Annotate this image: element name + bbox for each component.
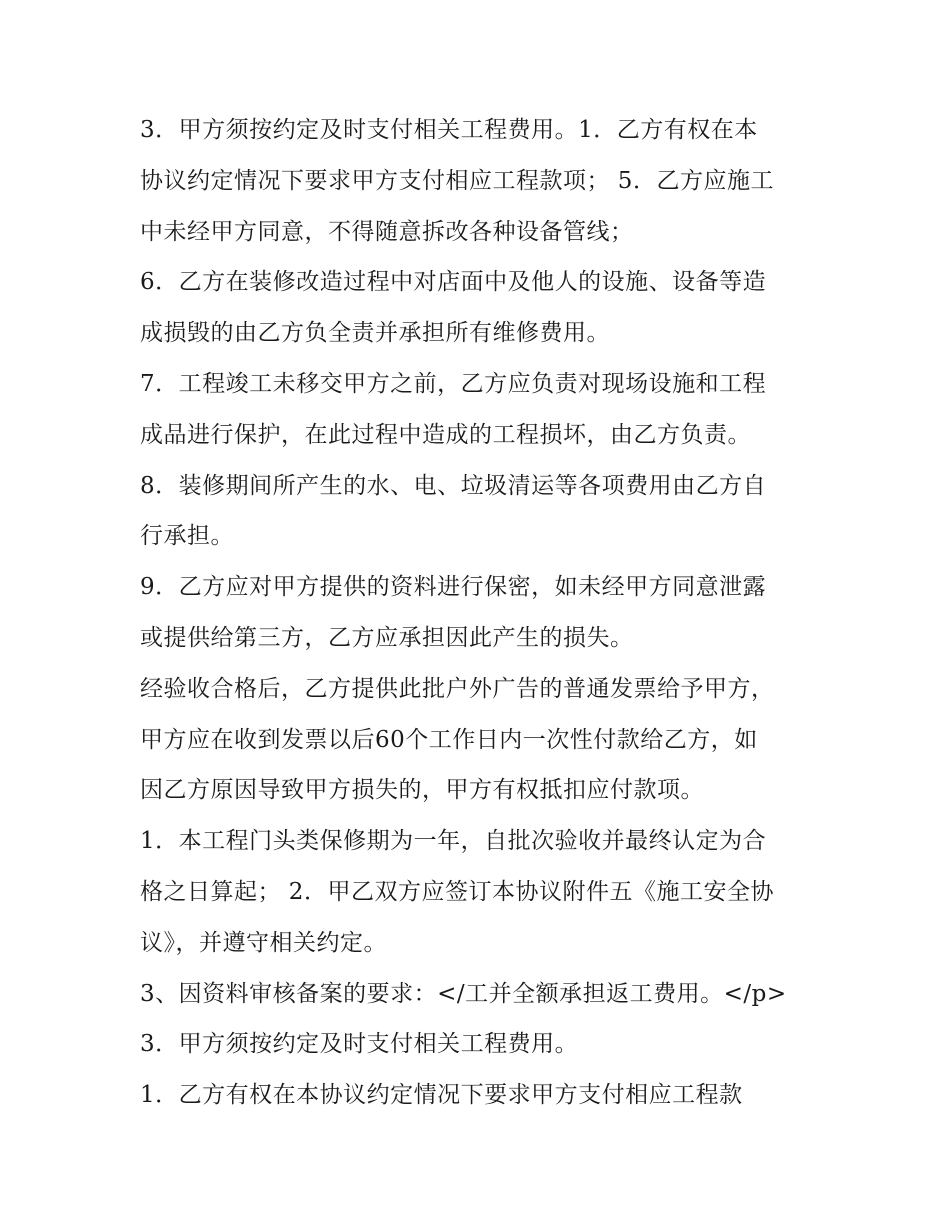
text-line: 行承担。: [140, 523, 234, 550]
text-line: 格之日算起； 2．甲乙双方应签订本协议附件五《施工安全协: [140, 878, 774, 905]
text-line: 3．甲方须按约定及时支付相关工程费用。1．乙方有权在本: [140, 117, 758, 143]
text-line: 8．装修期间所产生的水、电、垃圾清运等各项费用由乙方自: [140, 472, 767, 499]
document-body-text: [140, 105, 820, 1121]
text-line: 中未经甲方同意，不得随意拆改各种设备管线；: [140, 218, 634, 245]
text-line: 成品进行保护，在此过程中造成的工程损坏，由乙方负责。: [140, 421, 751, 448]
text-line: 7．工程竣工未移交甲方之前，乙方应负责对现场设施和工程: [140, 370, 767, 397]
text-line: 成损毁的由乙方负全责并承担所有维修费用。: [140, 320, 610, 347]
text-line: 1．本工程门头类保修期为一年，自批次验收并最终认定为合: [140, 828, 767, 855]
text-line: 1．乙方有权在本协议约定情况下要求甲方支付相应工程款: [140, 1082, 743, 1109]
text-line: 议》，并遵守相关约定。: [140, 929, 387, 956]
text-line: 或提供给第三方，乙方应承担因此产生的损失。: [140, 624, 634, 651]
text-line: 9．乙方应对甲方提供的资料进行保密，如未经甲方同意泄露: [140, 574, 767, 601]
text-line: 经验收合格后，乙方提供此批户外广告的普通发票给予甲方，: [140, 675, 775, 702]
text-line: 3、因资料审核备案的要求：</工并全额承担返工费用。</p>: [140, 980, 787, 1007]
text-line: 3．甲方须按约定及时支付相关工程费用。: [140, 1031, 579, 1058]
text-line: 6．乙方在装修改造过程中对店面中及他人的设施、设备等造: [140, 269, 767, 296]
text-line: 协议约定情况下要求甲方支付相应工程款项； 5．乙方应施工: [140, 167, 774, 194]
text-line: 甲方应在收到发票以后60个工作日内一次性付款给乙方，如: [140, 726, 758, 753]
text-line: 因乙方原因导致甲方损失的，甲方有权抵扣应付款项。: [140, 777, 704, 804]
